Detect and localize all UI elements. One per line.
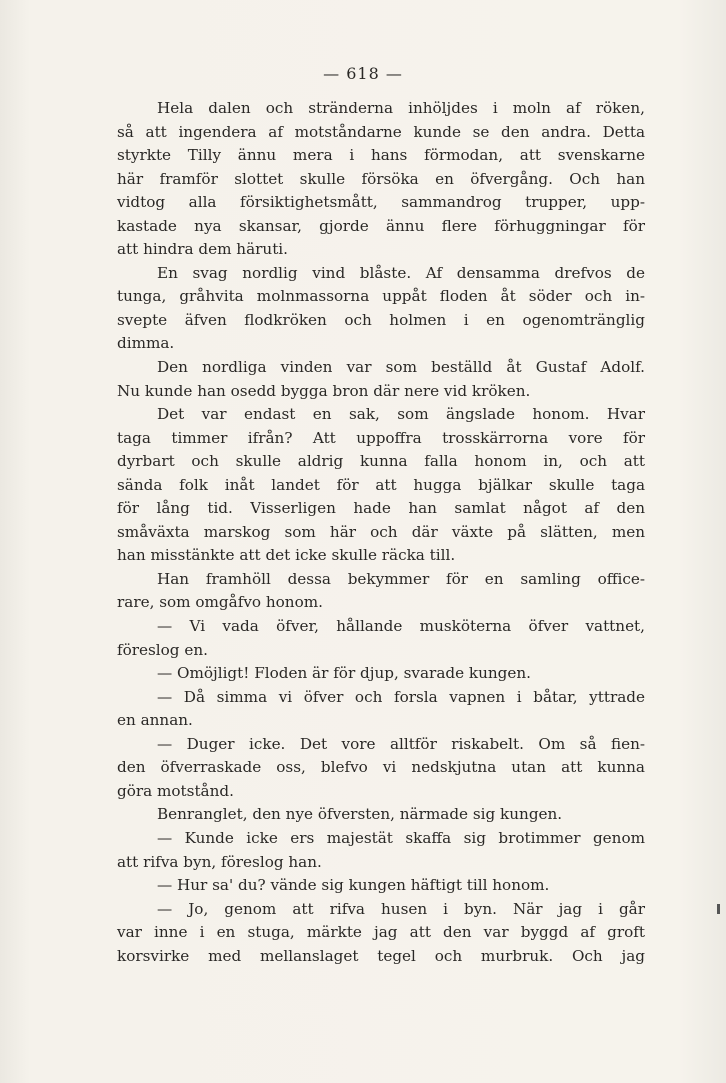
text-line: den öfverraskade oss, blefvo vi nedskjutna utan att kunna xyxy=(117,758,645,777)
text-line: Den nordliga vinden var som beställd åt Gustaf Adolf. xyxy=(157,358,645,377)
text-line: dimma. xyxy=(117,334,175,353)
text-line: tunga, gråhvita molnmassorna uppåt floden åt söder och in- xyxy=(117,287,645,306)
text-line: göra motstånd. xyxy=(117,781,234,800)
text-line: dyrbart och skulle aldrig kunna falla honom in, och att xyxy=(117,452,645,471)
text-line: — Då simma vi öfver och forsla vapnen i båtar, yttrade xyxy=(157,687,645,706)
text-line: styrkte Tilly ännu mera i hans förmodan, att svenskarne xyxy=(117,146,645,165)
text-line: sända folk inåt landet för att hugga bjälkar skulle taga xyxy=(117,475,645,494)
text-line: en annan. xyxy=(117,711,193,730)
text-line: Hela dalen och stränderna inhöljdes i moln af röken, xyxy=(157,99,645,117)
text-line: taga timmer ifrån? Att uppoffra trosskärrorna vore för xyxy=(117,428,645,447)
text-line: för lång tid. Visserligen hade han samlat något af den xyxy=(117,499,645,518)
text-line: han misstänkte att det icke skulle räcka till. xyxy=(117,546,456,565)
text-line: svepte äfven flodkröken och holmen i en ogenomtränglig xyxy=(117,310,645,329)
text-line: Han framhöll dessa bekymmer för en samling office- xyxy=(157,569,645,588)
text-line: kastade nya skansar, gjorde ännu flere förhuggningar för xyxy=(117,216,645,235)
page-number: — 618 — xyxy=(323,64,403,83)
text-line: var inne i en stuga, märkte jag att den var byggd af groft xyxy=(117,923,645,942)
text-line: Benranglet, den nye öfversten, närmade sig kungen. xyxy=(157,805,563,824)
text-line: — Jo, genom att rifva husen i byn. När jag i går xyxy=(157,899,645,918)
text-line: — Duger icke. Det vore alltför riskabelt. Om så fien- xyxy=(157,734,645,753)
text-line: här framför slottet skulle försöka en öfvergång. Och han xyxy=(117,169,645,188)
margin-mark xyxy=(717,904,720,914)
text-line: — Omöjligt! Floden är för djup, svarade kungen. xyxy=(157,664,531,683)
text-line: så att ingendera af motståndarne kunde se den andra. Detta xyxy=(117,122,645,141)
text-line: föreslog en. xyxy=(117,640,208,659)
text-line: vidtog alla försiktighetsmått, sammandrog trupper, upp- xyxy=(117,193,645,212)
text-line: Nu kunde han osedd bygga bron där nere vid kröken. xyxy=(117,381,531,400)
text-line: — Kunde icke ers majestät skaffa sig brotimmer genom xyxy=(157,828,645,847)
text-line: att rifva byn, föreslog han. xyxy=(117,852,322,871)
body-text xyxy=(117,97,645,968)
text-line: småväxta marskog som här och där växte på slätten, men xyxy=(117,522,645,541)
text-line: rare, som omgåfvo honom. xyxy=(117,593,323,612)
text-line: En svag nordlig vind blåste. Af densamma drefvos de xyxy=(157,263,645,282)
text-line: korsvirke med mellanslaget tegel och murbruk. Och jag xyxy=(117,946,645,965)
text-line: att hindra dem häruti. xyxy=(117,240,288,259)
text-line: Det var endast en sak, som ängslade honom. Hvar xyxy=(157,405,645,424)
text-line: — Vi vada öfver, hållande musköterna öfver vattnet, xyxy=(157,617,645,636)
text-line: — Hur sa' du? vände sig kungen häftigt till honom. xyxy=(157,876,550,895)
